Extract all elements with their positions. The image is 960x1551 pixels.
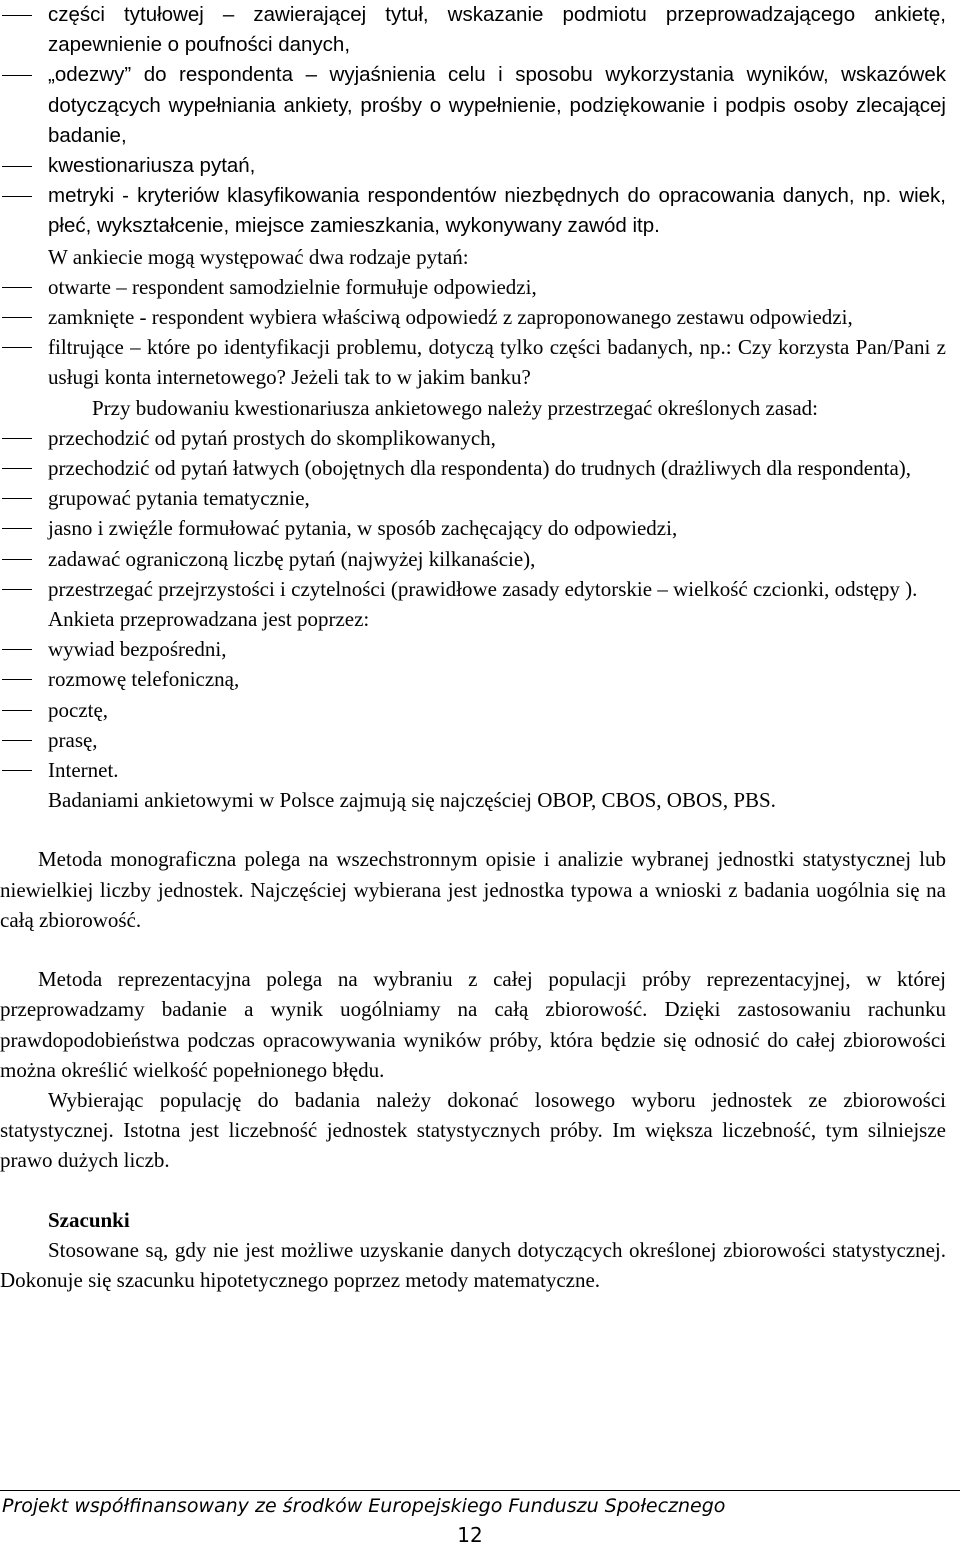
list-item-channel-mail: pocztę,: [0, 695, 946, 725]
channels-intro: Ankieta przeprowadzana jest poprzez:: [48, 607, 370, 632]
list-item-channel-press: prasę,: [0, 725, 946, 755]
list-item-rule-simple: przechodzić od pytań prostych do skomplikowanych,: [0, 423, 946, 453]
list-item-appeal: „odezwy” do respondenta – wyjaśnienia celu i sposobu wykorzystania wyników, wskazówek dotyczących wypełniania ankiety, prośby o wypełnienie, podziękowanie i podpis osoby zlecającej badanie,: [0, 60, 946, 151]
estimates-paragraph: Stosowane są, gdy nie jest możliwe uzyskanie danych dotyczących określonej zbiorowości statystycznej. Dokonuje się szacunku hipotetycznego poprzez metody matematyczne.: [0, 1237, 946, 1292]
list-item-title-part: części tytułowej – zawierającej tytuł, wskazanie podmiotu przeprowadzającego ankietę, zapewnienie o poufności danych,: [0, 0, 946, 60]
list-item-channel-phone: rozmowę telefoniczną,: [0, 664, 946, 694]
list-item-metrics: metryki - kryteriów klasyfikowania respondentów niezbędnych do opracowania danych, np. wiek, płeć, wykształcenie, miejsce zamieszkania, wykonywany zawód itp.: [0, 181, 946, 241]
list-item-questionnaire: kwestionariusza pytań,: [0, 151, 946, 181]
footer-text: Projekt współfinansowany ze środków Europejskiego Funduszu Społecznego: [2, 1495, 726, 1517]
list-item-rule-easy: przechodzić od pytań łatwych (obojętnych dla respondenta) do trudnych (drażliwych dla respondenta),: [0, 453, 946, 483]
spacer: [0, 815, 946, 844]
representative-paragraph: Metoda reprezentacyjna polega na wybraniu z całej populacji próby reprezentacyjnej, w której przeprowadzamy badanie a wynik uogólniamy na całą zbiorowość. Dzięki zastosowaniu rachunku prawdopodobieństwa podczas opracowywania wyników próby, która będzie się odnosić do całej zbiorowości można określić wielkość popełnionego błędu.: [0, 967, 946, 1082]
list-item-filter-questions: filtrujące – które po identyfikacji problemu, dotyczą tylko części badanych, np.: Czy korzysta Pan/Pani z usługi konta internetowego? Jeżeli tak to w jakim banku?: [0, 332, 946, 392]
list-item-rule-readability: przestrzegać przejrzystości i czytelności (prawidłowe zasady edytorskie – wielkość czcionki, odstępy ).: [0, 574, 946, 604]
list-item-rule-group: grupować pytania tematycznie,: [0, 483, 946, 513]
sample-paragraph: Wybierając populację do badania należy dokonać losowego wyboru jednostek ze zbiorowości statystycznej. Istotna jest liczebność jednostek statystycznych próby. Im większa liczebność, tym silniejsze prawo dużych liczb.: [0, 1087, 946, 1173]
institutions-line: Badaniami ankietowymi w Polsce zajmują się najczęściej OBOP, CBOS, OBOS, PBS.: [48, 788, 776, 813]
list-item-open-questions: otwarte – respondent samodzielnie formułuje odpowiedzi,: [0, 272, 946, 302]
question-types-intro: W ankiecie mogą występować dwa rodzaje pytań:: [48, 244, 469, 269]
list-item-channel-interview: wywiad bezpośredni,: [0, 634, 946, 664]
list-item-rule-limit: zadawać ograniczoną liczbę pytań (najwyżej kilkanaście),: [0, 544, 946, 574]
list-item-closed-questions: zamknięte - respondent wybiera właściwą odpowiedź z zaproponowanego zestawu odpowiedzi,: [0, 302, 946, 332]
footer-divider: [0, 1490, 960, 1491]
page-number: 12: [457, 1523, 483, 1547]
list-item-rule-clear: jasno i zwięźle formułować pytania, w sposób zachęcający do odpowiedzi,: [0, 513, 946, 543]
list-item-channel-internet: Internet.: [0, 755, 946, 785]
spacer: [0, 935, 946, 964]
spacer: [0, 1176, 946, 1205]
monograph-paragraph: Metoda monograficzna polega na wszechstronnym opisie i analizie wybranej jednostki statystycznej lub niewielkiej liczby jednostek. Najczęściej wybierana jest jednostka typowa a wnioski z badania uogólnia się na całą zbiorowość.: [0, 847, 946, 932]
rules-intro: Przy budowaniu kwestionariusza ankietowego należy przestrzegać określonych zasad:: [92, 395, 818, 420]
estimates-heading: Szacunki: [48, 1207, 130, 1232]
